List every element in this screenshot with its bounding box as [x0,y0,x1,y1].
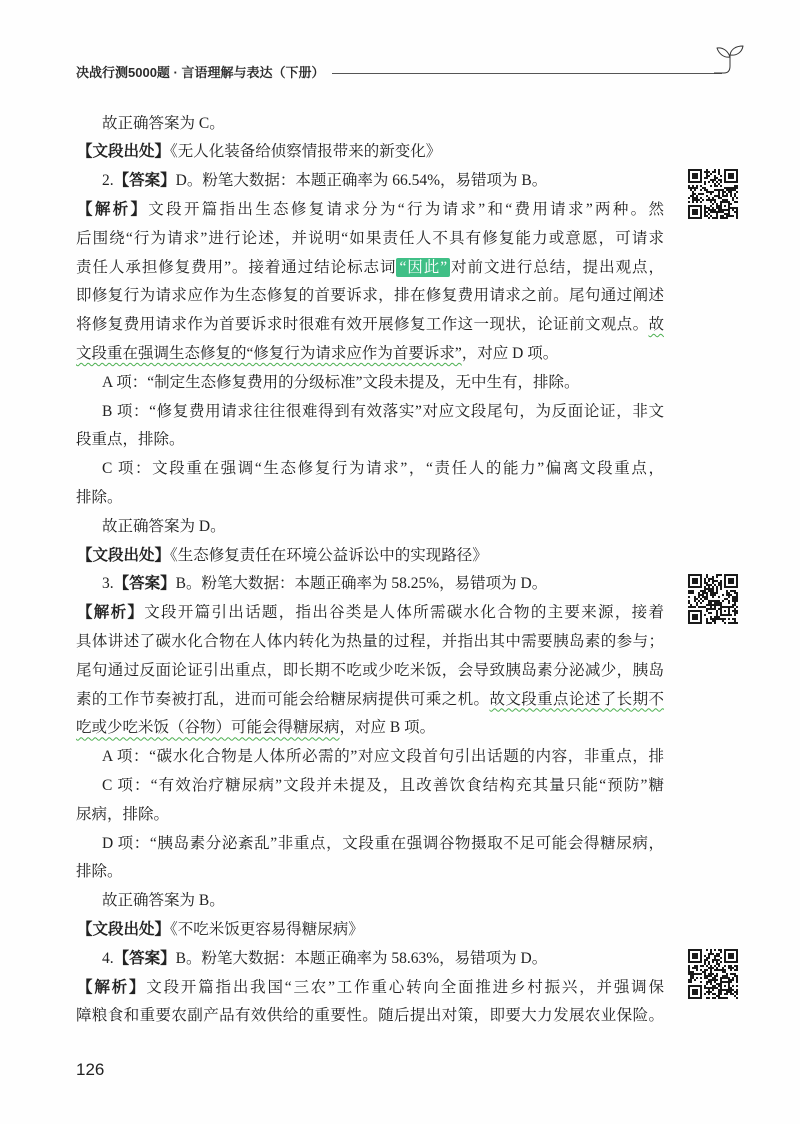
analysis-text: 责任人承担修复费用”。接着通过结论标志词 [76,258,397,276]
q2-analysis-line [76,340,664,369]
q3-source [76,916,664,945]
q2-option-c: C 项：文段重在强调“生态修复行为请求”，“责任人的能力”偏离文段重点， [102,460,664,478]
header-rule [332,73,722,74]
key-sentence-underlined: 故 [648,316,664,334]
q3-analysis-line [76,599,664,628]
q2-analysis-line [76,254,664,283]
source-title: 《不吃米饭更容易得糖尿病》 [170,920,364,938]
q4-answer [76,945,664,974]
source-title: 《无人化装备给侦察情报带来的新变化》 [170,143,442,161]
q3-analysis-line [76,686,664,715]
q2-conclusion: 故正确答案为 D。 [102,517,226,535]
question-number: 2. [102,172,114,190]
q3-analysis-line: 具体讲述了碳水化合物在人体内转化为热量的过程，并指出其中需要胰岛素的参与； [76,632,664,650]
question-number: 3. [102,575,114,593]
key-sentence-underlined: 文段重在强调生态修复的“修复行为请求应作为首要诉求” [76,344,462,362]
q2-source [76,542,664,571]
answer-text: B。粉笔大数据：本题正确率为 58.63%，易错项为 D。 [175,949,548,967]
q3-option-d-cont: 排除。 [76,863,123,881]
sprout-stem [714,56,730,73]
q2-option-c-cont: 排除。 [76,488,123,506]
q2-option-a: A 项：“制定生态修复费用的分级标准”文段未提及，无中生有，排除。 [102,373,580,391]
q3-option-d: D 项：“胰岛素分泌紊乱”非重点，文段重在强调谷物摄取不足可能会得糖尿病， [102,834,664,852]
answer-label: 【答案】 [113,575,176,593]
q4-analysis-line [76,974,664,1003]
q2-analysis-line [76,311,664,340]
q3-analysis-line: 尾句通过反面论证引出重点，即长期不吃或少吃米饭，会导致胰岛素分泌减少，胰岛 [76,661,664,679]
source-label: 【文段出处】 [77,546,171,564]
running-header [76,62,722,84]
q3-conclusion: 故正确答案为 B。 [102,892,225,910]
q3-option-c-cont: 尿病，排除。 [76,805,170,823]
source-title: 《生态修复责任在环境公益诉讼中的实现路径》 [170,546,488,564]
page-body [76,110,664,1032]
key-sentence-underlined: 吃或少吃米饭（谷物）可能会得糖尿病 [76,719,340,737]
analysis-label: 【解析】 [77,200,149,218]
source-label: 【文段出处】 [77,920,171,938]
qr-modules [688,574,738,624]
analysis-text: 将修复费用请求作为首要诉求时很难有效开展修复工作这一现状，论证前文观点。 [76,316,649,334]
q3-option-a: A 项：“碳水化合物是人体所必需的”对应文段首句引出话题的内容，非重点，排 [102,748,664,766]
book-title: 决战行测5000题 · 言语理解与表达（下册） [76,65,325,80]
q2-option-b: B 项：“修复费用请求往往很难得到有效落实”对应文段尾句，为反面论证，非文 [102,402,664,420]
q4-analysis-line: 障粮食和重要农副产品有效供给的重要性。随后提出对策，即要大力发展农业保险。 [76,1007,664,1025]
q3-answer [76,570,664,599]
sprout-icon [714,44,746,76]
q2-analysis-line: 后围绕“行为请求”进行论述，并说明“如果责任人不具有修复能力或意愿，可请求 [76,229,664,247]
page-number: 126 [76,1060,105,1079]
q1-conclusion: 故正确答案为 C。 [102,114,225,132]
q2-analysis-line: 即修复行为请求应作为生态修复的首要诉求，排在修复费用请求之前。尾句通过阐述 [76,287,664,305]
qr-modules [688,949,738,999]
q3-analysis-line [76,714,664,743]
answer-label: 【答案】 [113,949,176,967]
source-label: 【文段出处】 [77,143,171,161]
highlighted-keyword: “因此” [396,258,450,277]
analysis-label: 【解析】 [77,978,147,996]
sprout-left-leaf [717,48,730,57]
question-number: 4. [102,949,114,967]
analysis-text: ，对应 B 项。 [339,719,436,737]
analysis-label: 【解析】 [77,604,145,622]
q1-source [76,138,664,167]
analysis-text: 文段开篇引出话题，指出谷类是人体所需碳水化合物的主要来源，接着 [144,604,664,622]
analysis-text: ，对应 D 项。 [461,344,559,362]
q3-option-c: C 项：“有效治疗糖尿病”文段并未提及，且改善饮食结构充其量只能“预防”糖 [102,776,664,794]
answer-text: D。粉笔大数据：本题正确率为 66.54%，易错项为 B。 [175,172,548,190]
qr-code [688,949,738,999]
q2-answer [76,167,664,196]
answer-label: 【答案】 [113,172,176,190]
q2-analysis-line [76,196,664,225]
qr-modules [688,169,738,219]
answer-text: B。粉笔大数据：本题正确率为 58.25%，易错项为 D。 [175,575,548,593]
q2-option-b-cont: 段重点，排除。 [76,431,185,449]
analysis-text: 对前文进行总结，提出观点， [450,258,664,276]
analysis-text: 素的工作节奏被打乱，进而可能会给糖尿病提供可乘之机。 [76,690,490,708]
sprout-right-leaf [730,46,743,55]
analysis-text: 文段开篇指出我国“三农”工作重心转向全面推进乡村振兴，并强调保 [146,978,664,996]
qr-code [688,169,738,219]
analysis-text: 文段开篇指出生态修复请求分为“行为请求”和“费用请求”两种。然 [148,200,664,218]
qr-code [688,574,738,624]
key-sentence-underlined: 故文段重点论述了长期不 [489,690,664,708]
